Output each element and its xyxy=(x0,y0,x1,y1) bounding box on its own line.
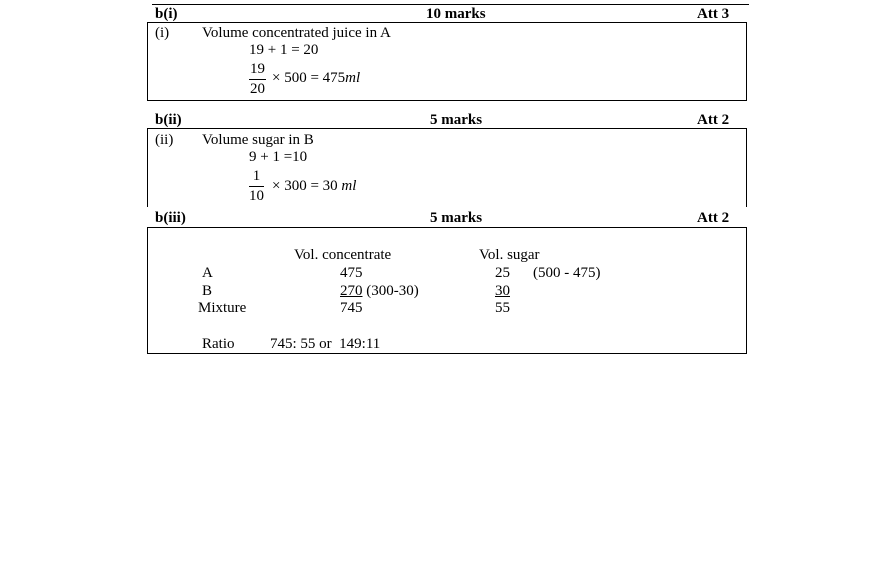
marks-label: 10 marks xyxy=(426,6,486,22)
row-sugar-note: (500 - 475) xyxy=(533,265,601,281)
row-concentrate: 745 xyxy=(340,300,363,316)
working-line: 9 + 1 =10 xyxy=(249,149,308,165)
part-heading: Volume sugar in B xyxy=(202,132,314,148)
part-label: (ii) xyxy=(155,132,174,148)
attempt-label: Att 2 xyxy=(697,210,730,226)
part-heading: Volume concentrated juice in A xyxy=(202,25,391,41)
result-unit: ml xyxy=(345,70,361,86)
attempt-label: Att 3 xyxy=(697,6,730,22)
ratio-label: Ratio xyxy=(202,336,235,352)
result-expression: × 500 = 475 xyxy=(272,70,346,86)
working-result xyxy=(272,71,360,86)
attempt-label: Att 2 xyxy=(697,112,730,128)
row-concentrate xyxy=(340,284,419,299)
section-label: b(iii) xyxy=(155,210,186,226)
fraction-denominator: 20 xyxy=(250,81,265,97)
result-expression: × 300 = 30 xyxy=(272,178,338,194)
fraction-numerator: 19 xyxy=(249,62,266,80)
fraction-numerator: 1 xyxy=(249,169,264,187)
result-unit: ml xyxy=(341,178,357,194)
row-sugar: 55 xyxy=(495,300,510,316)
section-label: b(i) xyxy=(155,6,178,22)
fraction-denominator: 10 xyxy=(249,188,264,204)
marks-label: 5 marks xyxy=(430,210,483,226)
answer-box-b-iii xyxy=(147,227,747,354)
row-name: A xyxy=(202,265,213,281)
row-concentrate-note: (300-30) xyxy=(366,283,419,299)
row-name: Mixture xyxy=(198,300,247,316)
column-header-sugar: Vol. sugar xyxy=(479,247,540,263)
section-label: b(ii) xyxy=(155,112,182,128)
row-concentrate-value: 270 xyxy=(340,283,363,299)
fraction xyxy=(249,169,264,204)
row-concentrate: 475 xyxy=(340,265,363,281)
part-label: (i) xyxy=(155,25,170,41)
column-header-concentrate: Vol. concentrate xyxy=(294,247,392,263)
working-line: 19 + 1 = 20 xyxy=(249,42,319,58)
top-rule xyxy=(152,4,749,5)
working-result xyxy=(272,179,356,194)
ratio-value: 745: 55 or 149:11 xyxy=(270,336,381,352)
marks-label: 5 marks xyxy=(430,112,483,128)
row-sugar: 25 xyxy=(495,265,510,281)
row-name: B xyxy=(202,283,213,299)
row-sugar: 30 xyxy=(495,283,510,299)
fraction xyxy=(249,62,266,97)
